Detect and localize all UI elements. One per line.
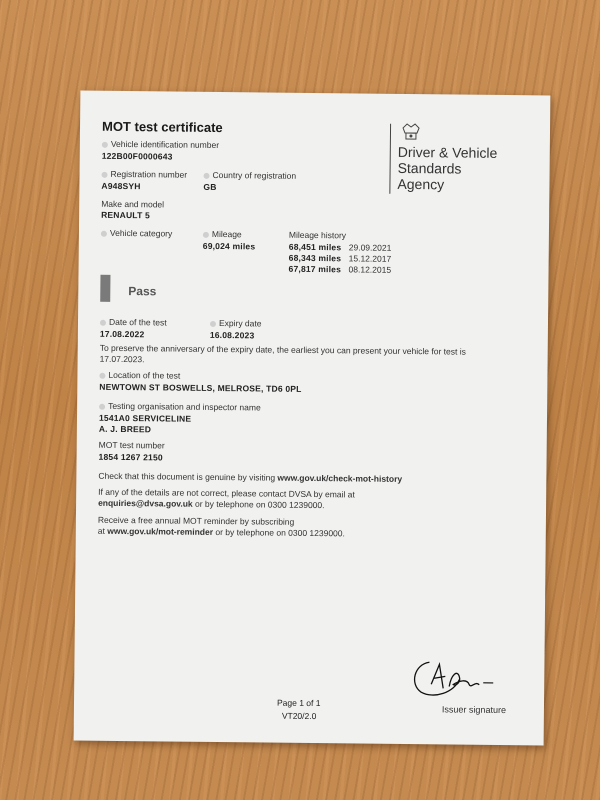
expiry-date-label: Expiry date [210,318,262,329]
preserve-note-date: 17.07.2023. [99,353,145,365]
contact-note: If any of the details are not correct, please contact DVSA by email at [98,486,355,500]
mot-reminder-link[interactable]: www.gov.uk/mot-reminder [107,525,214,537]
mileage-history-miles: 67,817 miles [288,263,342,275]
registration-value: A948SYH [101,180,141,192]
calendar-dot-icon [210,321,216,327]
info-dot-icon [204,173,210,179]
document-title: MOT test certificate [101,118,223,136]
preserve-note: To preserve the anniversary of the expiry date, the earliest you can present your vehicle for test is [99,342,466,357]
issuer-signature-label: Issuer signature [441,704,507,716]
registration-label: Registration number [101,169,187,180]
calendar-dot-icon [100,320,106,326]
info-dot-icon [102,172,108,178]
organisation-label: Testing organisation and inspector name [99,401,261,413]
check-genuine-note: Check that this document is genuine by visiting www.gov.uk/check-mot-history [98,470,403,484]
mileage-history-miles: 68,451 miles [288,241,342,253]
location-value: NEWTOWN ST BOSWELLS, MELROSE, TD6 0PL [99,381,302,394]
test-date-value: 17.08.2022 [99,328,145,340]
inspector-value: A. J. BREED [98,423,152,435]
person-dot-icon [99,404,105,410]
page-number: Page 1 of 1 [276,697,321,709]
agency-name-line: Agency [397,175,445,193]
agency-name-line: Driver & Vehicle [397,143,498,161]
mileage-label: Mileage [203,229,242,239]
reminder-note-line2: at www.gov.uk/mot-reminder or by telephone on 0300 1239000. [97,525,345,539]
mot-certificate-page [74,91,551,746]
country-value: GB [203,181,217,192]
contact-email-link[interactable]: enquiries@dvsa.gov.uk [98,497,193,509]
mileage-value: 69,024 miles [202,240,256,252]
location-dot-icon [99,373,105,379]
mileage-history-miles: 68,343 miles [288,252,342,264]
info-dot-icon [101,231,107,237]
pass-status-text: Pass [128,284,157,299]
royal-crest-icon [400,122,422,142]
check-mot-history-link[interactable]: www.gov.uk/check-mot-history [277,472,403,484]
info-dot-icon [203,232,209,238]
reminder-note: Receive a free annual MOT reminder by subscribing [97,514,295,527]
category-label: Vehicle category [101,228,172,239]
test-date-label: Date of the test [100,317,167,328]
mileage-history-date: 08.12.2015 [348,264,392,275]
form-code: VT20/2.0 [281,710,317,722]
country-label: Country of registration [203,170,296,181]
organisation-value: 1541A0 SERVICELINE [98,412,192,424]
mileage-history-label: Mileage history [288,229,347,241]
mileage-history-date: 15.12.2017 [348,253,392,264]
vin-label: Vehicle identification number [102,139,219,150]
info-dot-icon [102,142,108,148]
test-number-value: 1854 1267 2150 [98,451,163,463]
issuer-signature [409,654,519,700]
make-model-value: RENAULT 5 [101,209,151,221]
agency-divider [389,124,391,194]
location-label: Location of the test [99,370,180,381]
make-model-label: Make and model [101,198,165,210]
vin-value: 122B00F0000643 [101,150,173,162]
test-number-label: MOT test number [98,439,165,451]
agency-name-line: Standards [397,159,462,177]
contact-note-line2: enquiries@dvsa.gov.uk or by telephone on 0300 1239000. [98,497,325,511]
expiry-date-value: 16.08.2023 [209,329,255,341]
mileage-history-date: 29.09.2021 [348,242,392,253]
pass-status-bar [100,275,110,302]
